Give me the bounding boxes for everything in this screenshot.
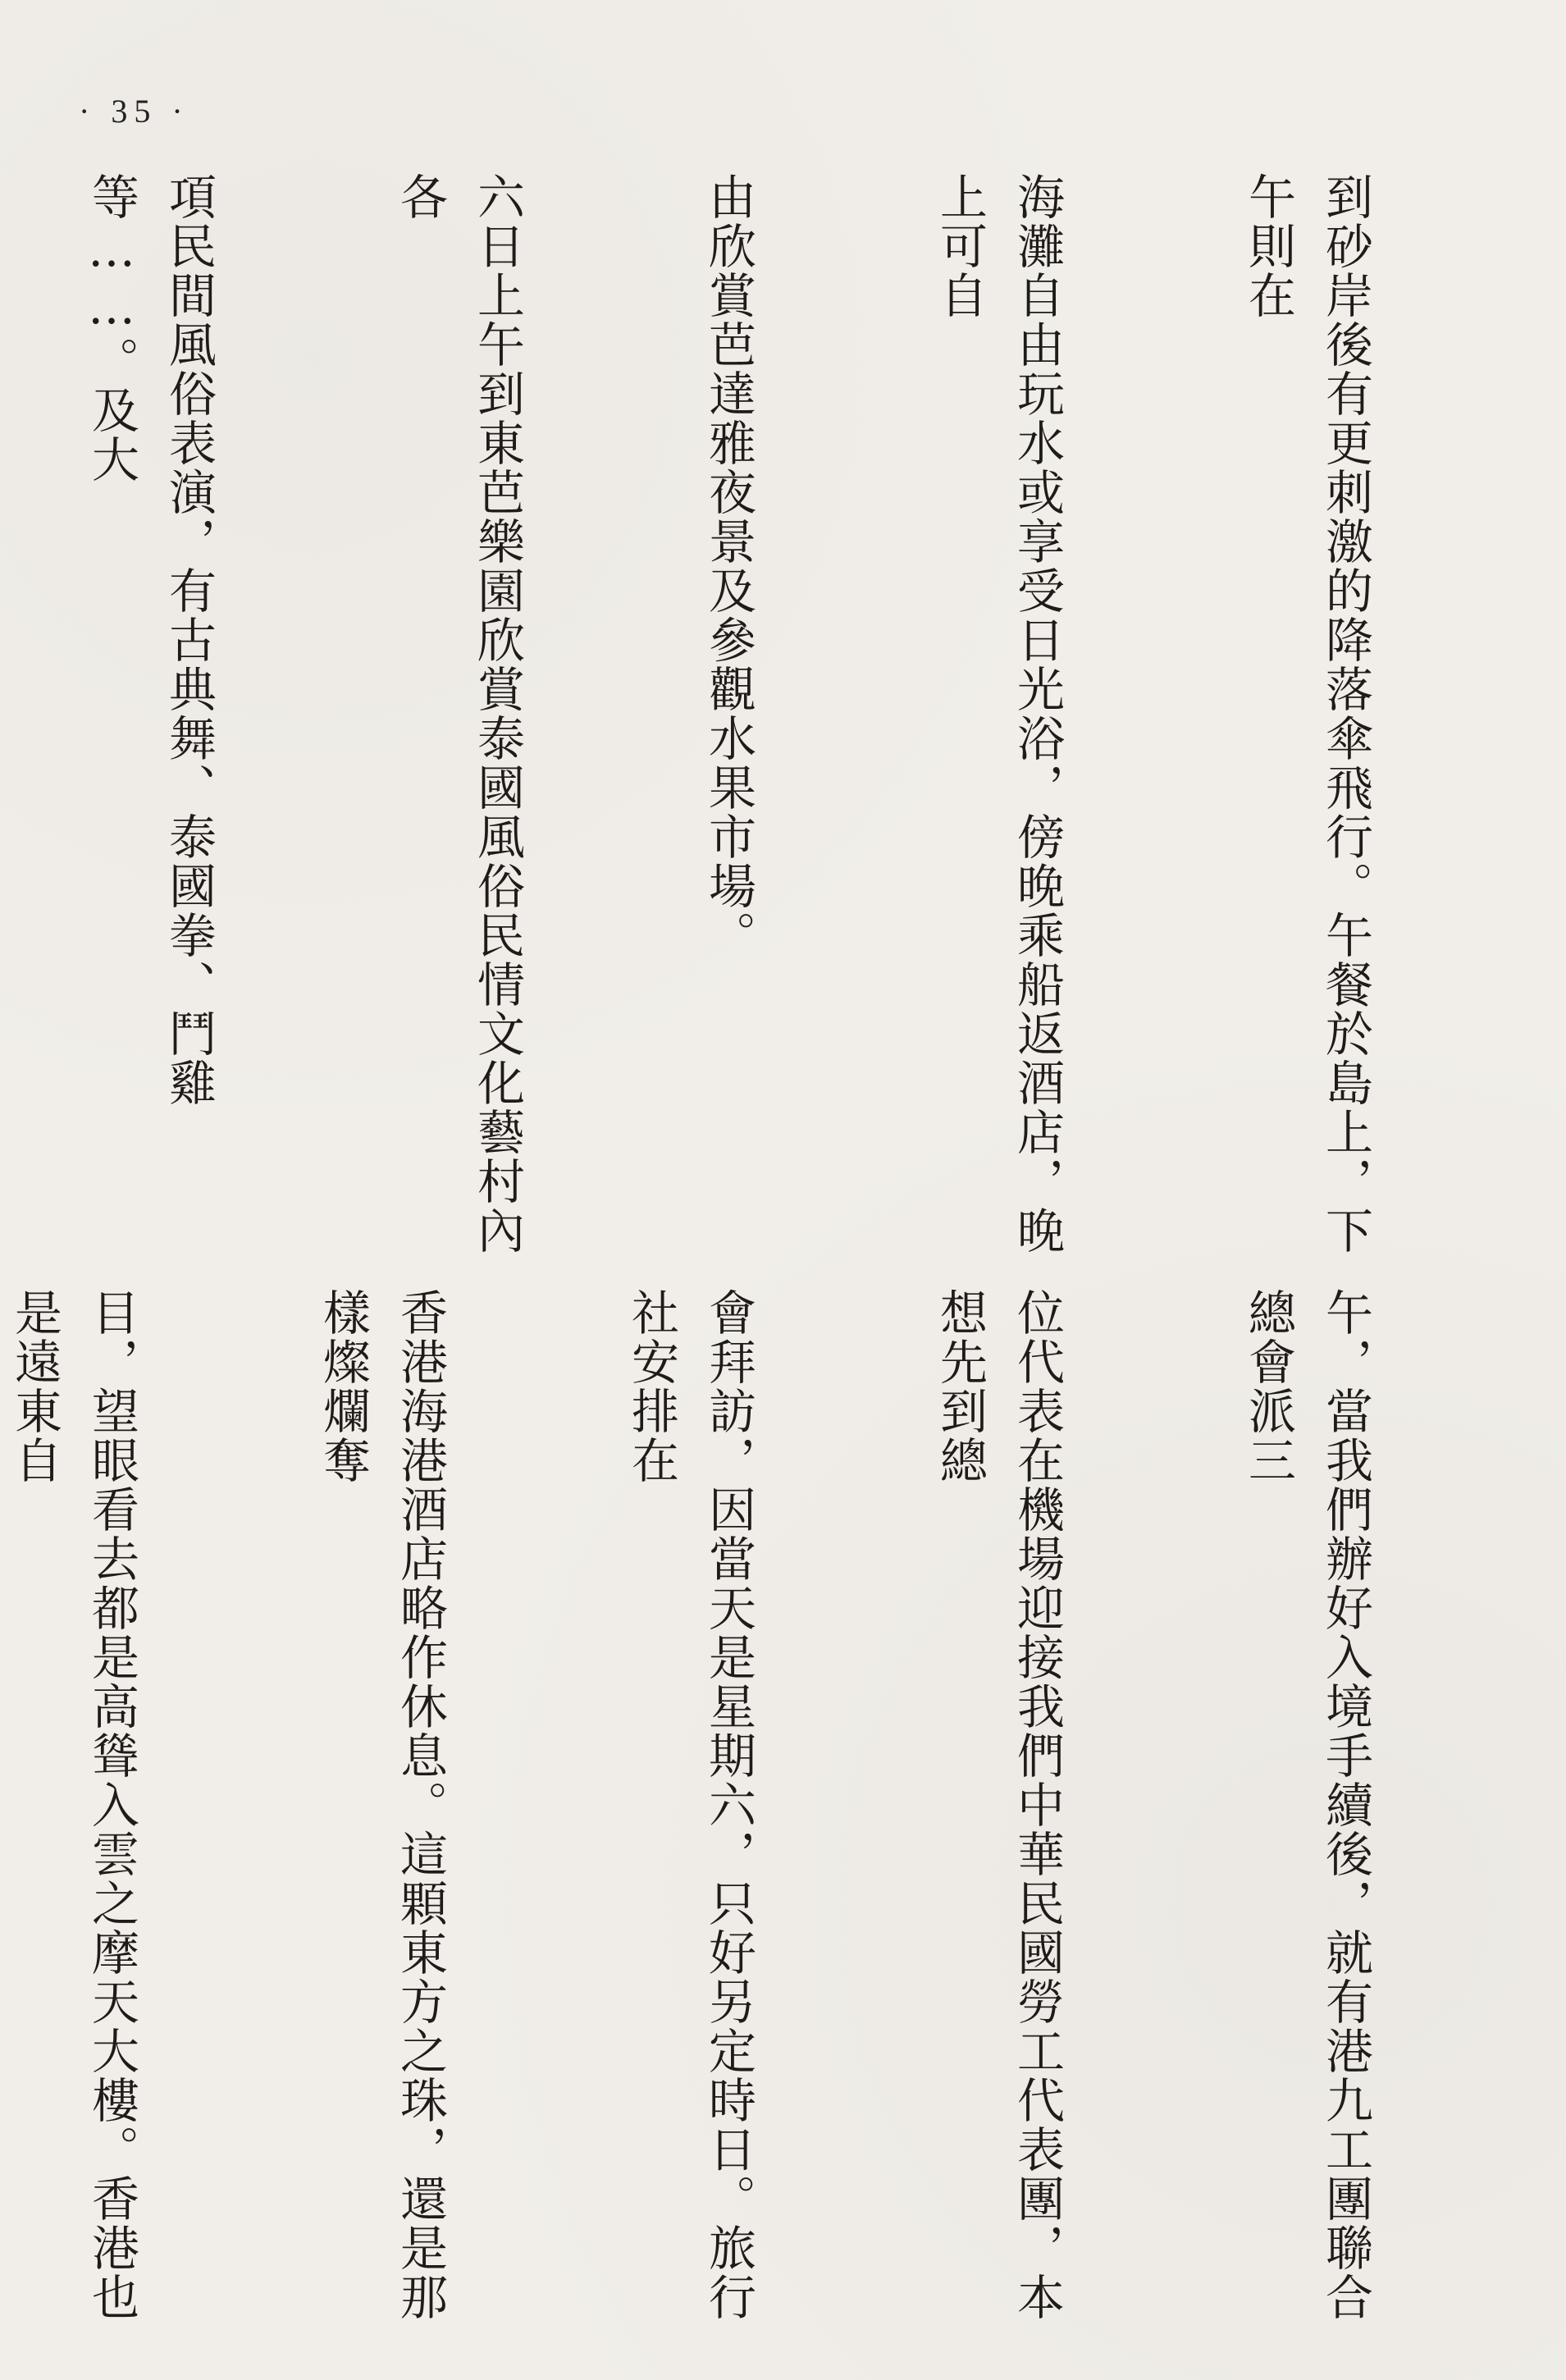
- text-column: 海灘自由玩水或享受日光浴，傍晚乘船返酒店，晚上可自: [932, 172, 1065, 1255]
- text-column: 項民間風俗表演，有古典舞、泰國拳、鬥雞等……。及大: [84, 172, 217, 1108]
- text-column: 目，望眼看去都是高聳入雲之摩天大樓。香港也是遠東自: [7, 1288, 139, 2322]
- text-column: 六日上午到東芭樂園欣賞泰國風俗民情文化藝村內各: [392, 172, 525, 1255]
- text-column: 由欣賞芭達雅夜景及參觀水果市場。: [701, 172, 756, 960]
- text-column: 位代表在機場迎接我們中華民國勞工代表團，本想先到總: [932, 1288, 1065, 2322]
- page-number: · 35 ·: [79, 93, 189, 130]
- text-column: 午，當我們辦好入境手續後，就有港九工團聯合總會派三: [1240, 1288, 1373, 2322]
- upper-text-block: [0, 172, 1538, 1276]
- lower-text-block: [0, 1288, 1538, 2350]
- text-column: 香港海港酒店略作休息。這顆東方之珠，還是那樣燦爛奪: [315, 1288, 448, 2322]
- text-column: 到砂岸後有更刺激的降落傘飛行。午餐於島上，下午則在: [1240, 172, 1373, 1255]
- text-column: 會拜訪，因當天是星期六，只好另定時日。旅行社安排在: [623, 1288, 756, 2322]
